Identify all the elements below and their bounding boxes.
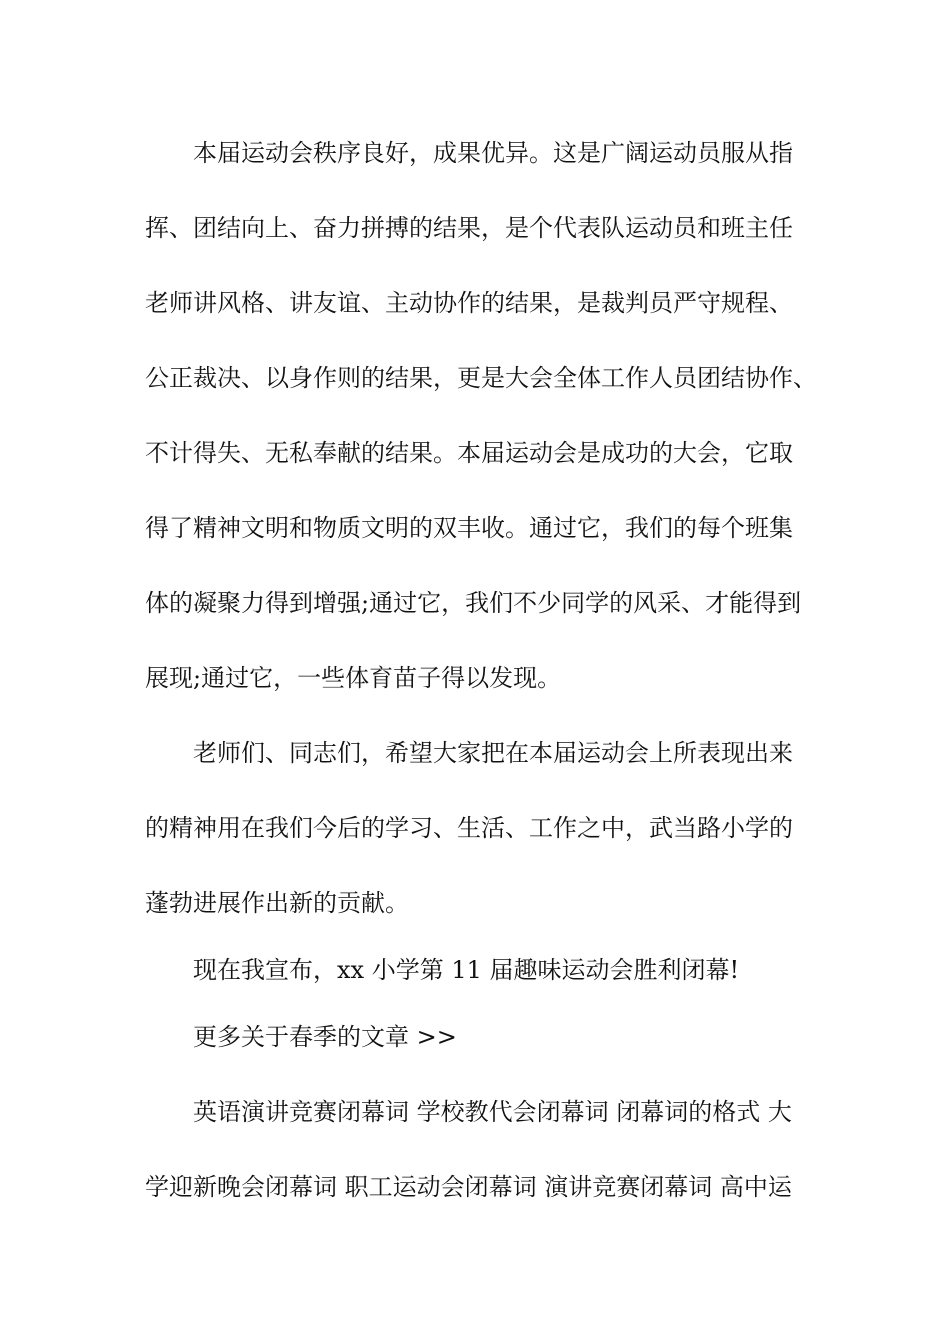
paragraph-1-line-3: 老师讲风格、讲友谊、主动协作的结果，是裁判员严守规程、 [145, 289, 793, 317]
paragraph-1-line-6: 得了精神文明和物质文明的双丰收。通过它，我们的每个班集 [145, 514, 793, 542]
paragraph-1-line-2: 挥、团结向上、奋力拼搏的结果，是个代表队运动员和班主任 [145, 214, 793, 242]
more-articles-link[interactable]: 更多关于春季的文章 >> [193, 1023, 457, 1051]
paragraph-1-line-4: 公正裁决、以身作则的结果，更是大会全体工作人员团结协作、 [145, 364, 817, 392]
paragraph-1-line-1: 本届运动会秩序良好，成果优异。这是广阔运动员服从指 [193, 139, 793, 167]
related-links-line-2[interactable]: 学迎新晚会闭幕词 职工运动会闭幕词 演讲竞赛闭幕词 高中运 [145, 1173, 792, 1201]
closing-declaration: 现在我宣布，xx 小学第 11 届趣味运动会胜利闭幕! [193, 956, 740, 984]
document-body [145, 132, 825, 1241]
paragraph-2-line-2: 的精神用在我们今后的学习、生活、工作之中，武当路小学的 [145, 814, 793, 842]
paragraph-2-line-1: 老师们、同志们，希望大家把在本届运动会上所表现出来 [193, 739, 793, 767]
paragraph-1-line-5: 不计得失、无私奉献的结果。本届运动会是成功的大会，它取 [145, 439, 793, 467]
paragraph-1-line-7: 体的凝聚力得到增强;通过它，我们不少同学的风采、才能得到 [145, 589, 802, 617]
paragraph-2-line-3: 蓬勃进展作出新的贡献。 [145, 889, 409, 917]
paragraph-1-line-8: 展现;通过它，一些体育苗子得以发现。 [145, 664, 562, 692]
related-links-line-1[interactable]: 英语演讲竞赛闭幕词 学校教代会闭幕词 闭幕词的格式 大 [193, 1098, 792, 1126]
